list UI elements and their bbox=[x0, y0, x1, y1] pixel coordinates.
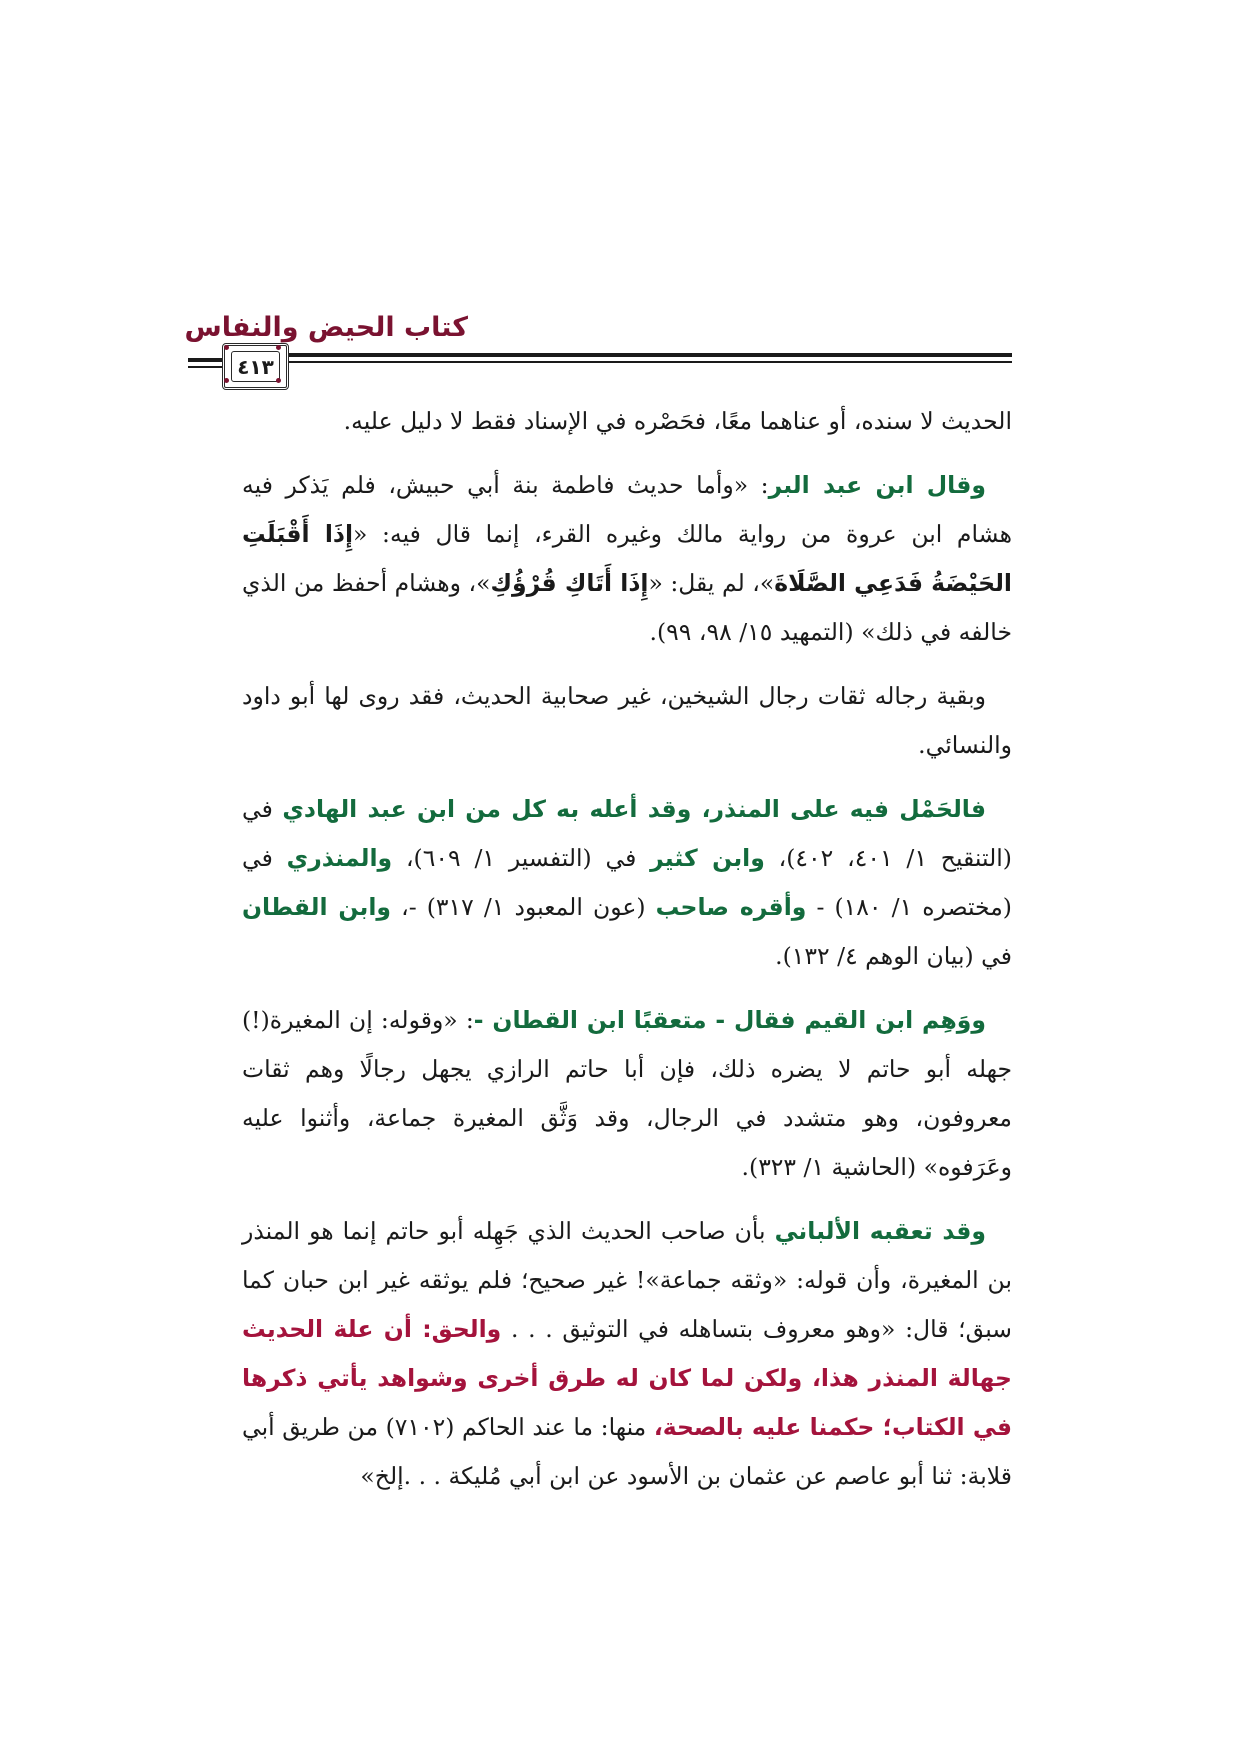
frame-ornament-icon bbox=[276, 345, 281, 350]
text-span: (عون المعبود ١/ ٣١٧) -، bbox=[391, 893, 656, 921]
paragraph bbox=[242, 785, 1012, 981]
narrator-name: وابن كثير bbox=[650, 844, 765, 872]
highlight-text: ووَهِم ابن القيم فقال - متعقبًا ابن القطان - bbox=[473, 1006, 986, 1034]
paragraph bbox=[242, 461, 1012, 657]
narrator-name: وقال ابن عبد البر bbox=[768, 471, 986, 499]
paragraph bbox=[242, 397, 1012, 446]
page-number: ٤١٣ bbox=[231, 351, 280, 382]
highlight-text: فالحَمْل فيه على المنذر، وقد أعله به كل من ابن عبد الهادي bbox=[282, 795, 986, 823]
text-span: في (التنقيح ١/ ٤٠١، ٤٠٢)، bbox=[242, 795, 1012, 872]
paragraph bbox=[242, 1207, 1012, 1501]
text-span: بأن صاحب الحديث الذي جَهِله أبو حاتم إنما هو المنذر بن المغيرة، وأن قوله: «وثقه جماعة»! غير صحيح؛ فلم يوثقه غير ابن حبان كما سبق؛ قال: «وهو معروف بتساهله في التوثيق . . . bbox=[242, 1217, 1012, 1343]
text-span: »، لم يقل: « bbox=[648, 569, 775, 597]
header-rule-bottom bbox=[283, 361, 1012, 363]
text-span: : «وأما حديث فاطمة بنة أبي حبيش، فلم يَذكر فيه هشام ابن عروة من رواية مالك وغيره القرء، إنما قال فيه: « bbox=[242, 471, 1012, 548]
frame-ornament-icon bbox=[224, 345, 229, 350]
text-span: الحديث لا سنده، أو عناهما معًا، فحَصْره في الإسناد فقط لا دليل عليه. bbox=[343, 407, 1012, 435]
text-span: »، وهشام أحفظ من الذي خالفه في ذلك» (التمهيد ١٥/ ٩٨، ٩٩). bbox=[242, 569, 1012, 646]
narrator-name: والمنذري bbox=[286, 844, 393, 872]
page-header-title: كتاب الحيض والنفاس bbox=[184, 312, 468, 343]
header-rule-top bbox=[283, 353, 1012, 357]
text-span: في (مختصره ١/ ١٨٠) - bbox=[242, 844, 1012, 921]
header-rule-left-top bbox=[188, 358, 222, 362]
hadith-quote: إِذَا أَتَاكِ قُرْؤُكِ bbox=[490, 569, 649, 597]
text-span: : «وقوله: إن المغيرة(!) جهله أبو حاتم لا يضره ذلك، فإن أبا حاتم الرازي يجهل رجالًا وهم ثقات معروفون، وهو متشدد في الرجال، وقد وَثَّق المغيرة جماعة، وأثنوا عليه وعَرَفوه» (الحاشية ١/ ٣٢٣). bbox=[242, 1006, 1012, 1181]
text-span: في (بيان الوهم ٤/ ١٣٢). bbox=[775, 942, 1012, 970]
hadith-quote: إِذَا أَقْبَلَتِ الحَيْضَةُ فَدَعِي الصَّلَاةَ bbox=[242, 520, 1012, 597]
conclusion-text: والحق: أن علة الحديث جهالة المنذر هذا، ولكن لما كان له طرق أخرى وشواهد يأتي ذكرها في الكتاب؛ حكمنا عليه بالصحة، bbox=[242, 1315, 1012, 1441]
narrator-name: وقد تعقبه الألباني bbox=[774, 1217, 986, 1245]
body-text bbox=[242, 397, 1012, 1516]
text-span: وبقية رجاله ثقات رجال الشيخين، غير صحابية الحديث، فقد روى لها أبو داود والنسائي. bbox=[242, 682, 1012, 759]
narrator-name: وابن القطان bbox=[242, 893, 392, 921]
frame-ornament-icon bbox=[224, 378, 229, 383]
header-rule-left-bottom bbox=[188, 366, 222, 368]
paragraph bbox=[242, 996, 1012, 1192]
paragraph bbox=[242, 672, 1012, 770]
narrator-name: وأقره صاحب bbox=[655, 893, 807, 921]
text-span: منها: ما عند الحاكم (٧١٠٢) من طريق أبي قلابة: ثنا أبو عاصم عن عثمان بن الأسود عن ابن أبي مُليكة . . .إلخ» bbox=[242, 1413, 1012, 1490]
text-span: في (التفسير ١/ ٦٠٩)، bbox=[392, 844, 651, 872]
frame-ornament-icon bbox=[276, 378, 281, 383]
